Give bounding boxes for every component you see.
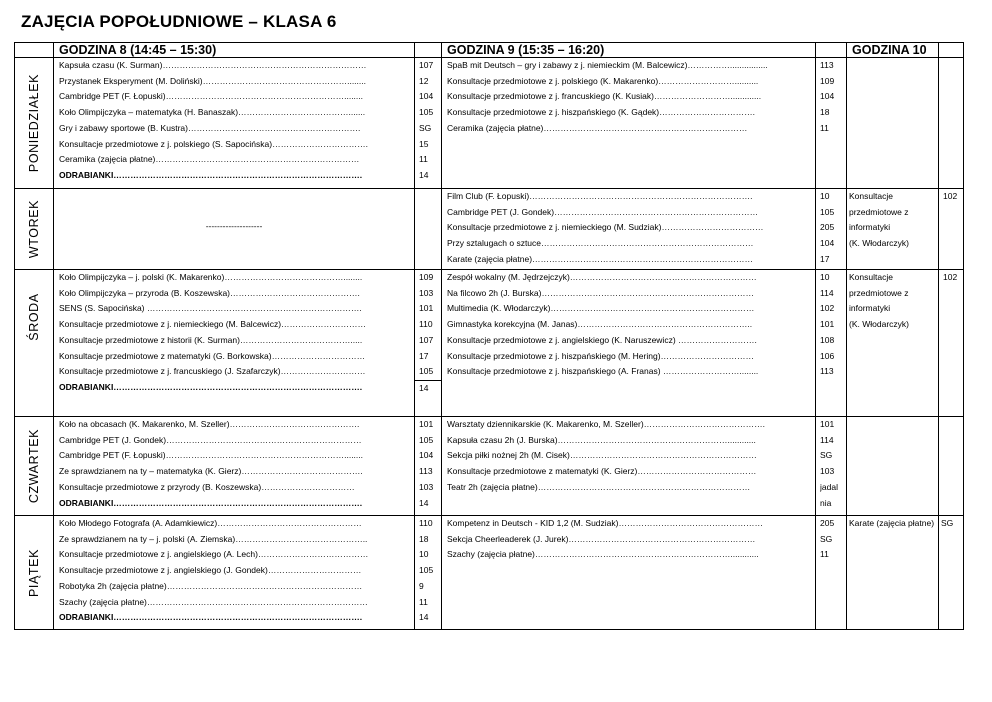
g10-list: Karate (zajęcia płatne)	[847, 516, 939, 630]
day-row-tue	[15, 189, 964, 270]
list-item: Kapsuła czasu 2h (J. Burska)……………………………………………………............	[447, 434, 756, 445]
list-item: ODRABIANKI…………………………………………………………………………….	[59, 497, 363, 508]
list-item: Przy sztalugach o sztuce…………………………………………………………………	[447, 238, 754, 249]
g8-rooms: 110 18 10 105 9 11 14	[415, 516, 442, 630]
g8-list	[54, 58, 415, 189]
list-item: Konsultacje przedmiotowe z j. angielskiego (A. Lech)…………………………………	[59, 549, 369, 560]
g9-list	[442, 270, 816, 417]
g9-list	[442, 417, 816, 516]
list-item: Ceramika (zajęcia płatne)………………………………………………………………	[447, 122, 748, 133]
list-item: Koło Olimpijczyka – matematyka (H. Banaszak)………………………………….......	[59, 107, 366, 118]
list-item: Szachy (zajęcia płatne)……………………………………………………………………	[59, 596, 368, 607]
list-item: Koło Olimpijczyka – przyroda (B. Koszewska)……………………………………….	[59, 287, 360, 298]
day-label: PONIEDZIAŁEK	[15, 58, 54, 189]
g10-list: Konsultacje przedmiotowe z informatyki (K. Włodarczyk)	[847, 189, 939, 270]
list-item: Cambridge PET (F. Łopuski)………………………………………………………........	[59, 450, 363, 461]
g9-list	[442, 189, 816, 270]
list-item: Konsultacje przedmiotowe z j. hiszpańskiego (K. Gądek)…………………………….	[447, 107, 755, 118]
schedule-table	[14, 42, 964, 630]
g9-rooms: 10 114 102 101 108 106 113	[816, 270, 847, 417]
g9-rooms: 205 SG 11	[816, 516, 847, 630]
header-g10: GODZINA 10	[847, 43, 939, 58]
list-item: Warsztaty dziennikarskie (K. Makarenko, M. Szeller)…………………………………….	[447, 419, 766, 429]
page-title: ZAJĘCIA POPOŁUDNIOWE – KLASA 6	[21, 12, 337, 31]
list-item: Konsultacje przedmiotowe z matematyki (K. Gierz)……………………………………	[447, 466, 757, 477]
list-item: ODRABIANKI…………………………………………………………………………….	[59, 612, 363, 623]
day-row-mon	[15, 58, 964, 189]
header-g8: GODZINA 8 (14:45 – 15:30)	[54, 43, 415, 58]
g8-rooms: 109 103 101 110 107 17 105 14	[415, 270, 442, 417]
day-label: PIĄTEK	[15, 516, 54, 630]
list-item: Konsultacje przedmiotowe z historii (K. Surman)………………………………….....	[59, 334, 363, 345]
list-item: Sekcja piłki nożnej 2h (M. Cisek)…………………………………………………………	[447, 450, 757, 461]
list-item: Koło na obcasach (K. Makarenko, M. Szeller)……………………………………….	[59, 419, 360, 429]
g9-rooms: 10 105 205 104 17	[816, 189, 847, 270]
list-item: Zespół wokalny (M. Jędrzejczyk)…………………………………………………………	[447, 272, 757, 282]
list-item: Cambridge PET (F. Łopuski)………………………………………………………........	[59, 91, 363, 102]
list-item: Kapsuła czasu (K. Surman)………………………………………………………………	[59, 60, 367, 70]
day-label: CZWARTEK	[15, 417, 54, 516]
list-item: Na filcowo 2h (J. Burska)…………………………………………………………………	[447, 287, 754, 298]
g9-list	[442, 516, 816, 630]
list-item: Konsultacje przedmiotowe z j. polskiego (S. Sapocińska)…………………………….	[59, 138, 368, 149]
list-item: Konsultacje przedmiotowe z j. niemieckiego (M. Sudziak)………………………………	[447, 222, 764, 233]
list-item: Przystanek Eksperyment (M. Doliński)……………………………………………........	[59, 75, 366, 86]
list-item: Konsultacje przedmiotowe z j. hiszpańskiego (M. Hering)……………………………	[447, 350, 755, 361]
list-item: Koło Młodego Fotografa (A. Adamkiewicz)……………………………………………	[59, 518, 362, 528]
list-item: Konsultacje przedmiotowe z j. angielskiego (K. Naruszewicz) ……………………….	[447, 334, 757, 345]
g9-rooms: 113 109 104 18 11	[816, 58, 847, 189]
list-item: Gimnastyka korekcyjna (M. Janas)……………………………………………………..	[447, 319, 753, 330]
g8-rooms: 107 12 104 105 SG 15 11 14	[415, 58, 442, 189]
day-row-fri	[15, 516, 964, 630]
g9-rooms: 101 114 SG 103 jadal nia	[816, 417, 847, 516]
list-item: Konsultacje przedmiotowe z j. francuskiego (K. Kusiak)……………………….............	[447, 91, 762, 102]
list-item: Konsultacje przedmiotowe z przyrody (B. Koszewska)……………………………	[59, 481, 355, 492]
list-item: Gry i zabawy sportowe (B. Kustra)…………………………………………………….	[59, 122, 361, 133]
g9-list	[442, 58, 816, 189]
g10-room: 102	[939, 189, 964, 270]
g8-list	[54, 417, 415, 516]
list-item: Cambridge PET (J. Gondek)……………………………………………………………	[59, 434, 362, 445]
list-item: Szachy (zajęcia płatne)……………………………………………………………............	[447, 549, 759, 560]
list-item: Ze sprawdzianem na ty – matematyka (K. Gierz)…………………………………….	[59, 466, 363, 477]
g8-rooms: 101 105 104 113 103 14	[415, 417, 442, 516]
g8-list	[54, 516, 415, 630]
day-label: ŚRODA	[15, 270, 54, 417]
list-item: Multimedia (K. Włodarczyk)………………………………………………………………	[447, 303, 755, 314]
list-item: Konsultacje przedmiotowe z j. angielskiego (J. Gondek)……………………………	[59, 565, 362, 576]
list-item: Kompetenz in Deutsch - KID 1,2 (M. Sudziak)……………………………………………	[447, 518, 763, 528]
list-item: SpaB mit Deutsch – gry i zabawy z j. niemieckim (M. Balcewicz)……………................	[447, 60, 768, 70]
day-row-wed	[15, 270, 964, 417]
day-row-thu	[15, 417, 964, 516]
list-item: Teatr 2h (zajęcia płatne)…………………………………………………………………	[447, 481, 751, 492]
g10-room: SG	[939, 516, 964, 630]
list-item: ODRABIANKI…………………………………………………………………………….	[59, 381, 363, 392]
g10-room: 102	[939, 270, 964, 417]
header-g9: GODZINA 9 (15:35 – 16:20)	[442, 43, 816, 58]
g8-empty: --------------------	[54, 189, 415, 270]
list-item: Sekcja Cheerleaderek (J. Jurek)…………………………………………………………	[447, 533, 756, 544]
list-item: Konsultacje przedmiotowe z j. niemieckiego (M. Balcewicz)…………………………	[59, 319, 367, 330]
list-item: SENS (S. Sapocińska) ………………………………………………………………….	[59, 303, 362, 314]
header-row	[15, 43, 964, 58]
list-item: Konsultacje przedmiotowe z j. hiszpańskiego (A. Franas) ………………………........	[447, 366, 759, 377]
list-item: Karate (zajęcia płatne)……………………………………………………………………	[447, 253, 754, 264]
day-label: WTOREK	[15, 189, 54, 270]
g10-list: Konsultacje przedmiotowe z informatyki (K. Włodarczyk)	[847, 270, 939, 417]
list-item: Cambridge PET (J. Gondek)………………………………………………………………	[447, 206, 759, 217]
list-item: Robotyka 2h (zajęcia płatne)……………………………………………………………	[59, 580, 363, 591]
list-item: Konsultacje przedmiotowe z matematyki (G. Borkowska)……………………………	[59, 350, 366, 361]
list-item: Koło Olimpijczyka – j. polski (K. Makarenko)……………………………………........	[59, 272, 363, 282]
corner-cell	[15, 43, 54, 58]
list-item: Film Club (F. Łopuski)…………………………………………………………………….	[447, 191, 753, 201]
list-item: ODRABIANKI…………………………………………………………………………….	[59, 169, 363, 180]
g8-list	[54, 270, 415, 417]
list-item: Konsultacje przedmiotowe z j. polskiego (K. Makarenko)………………………..........	[447, 75, 759, 86]
list-item: Ceramika (zajęcia płatne)………………………………………………………………	[59, 154, 360, 165]
list-item: Ze sprawdzianem na ty – j. polski (A. Ziemska)………………………………………..	[59, 533, 368, 544]
list-item: Konsultacje przedmiotowe z j. francuskiego (J. Szafarczyk)…………………………	[59, 366, 366, 377]
